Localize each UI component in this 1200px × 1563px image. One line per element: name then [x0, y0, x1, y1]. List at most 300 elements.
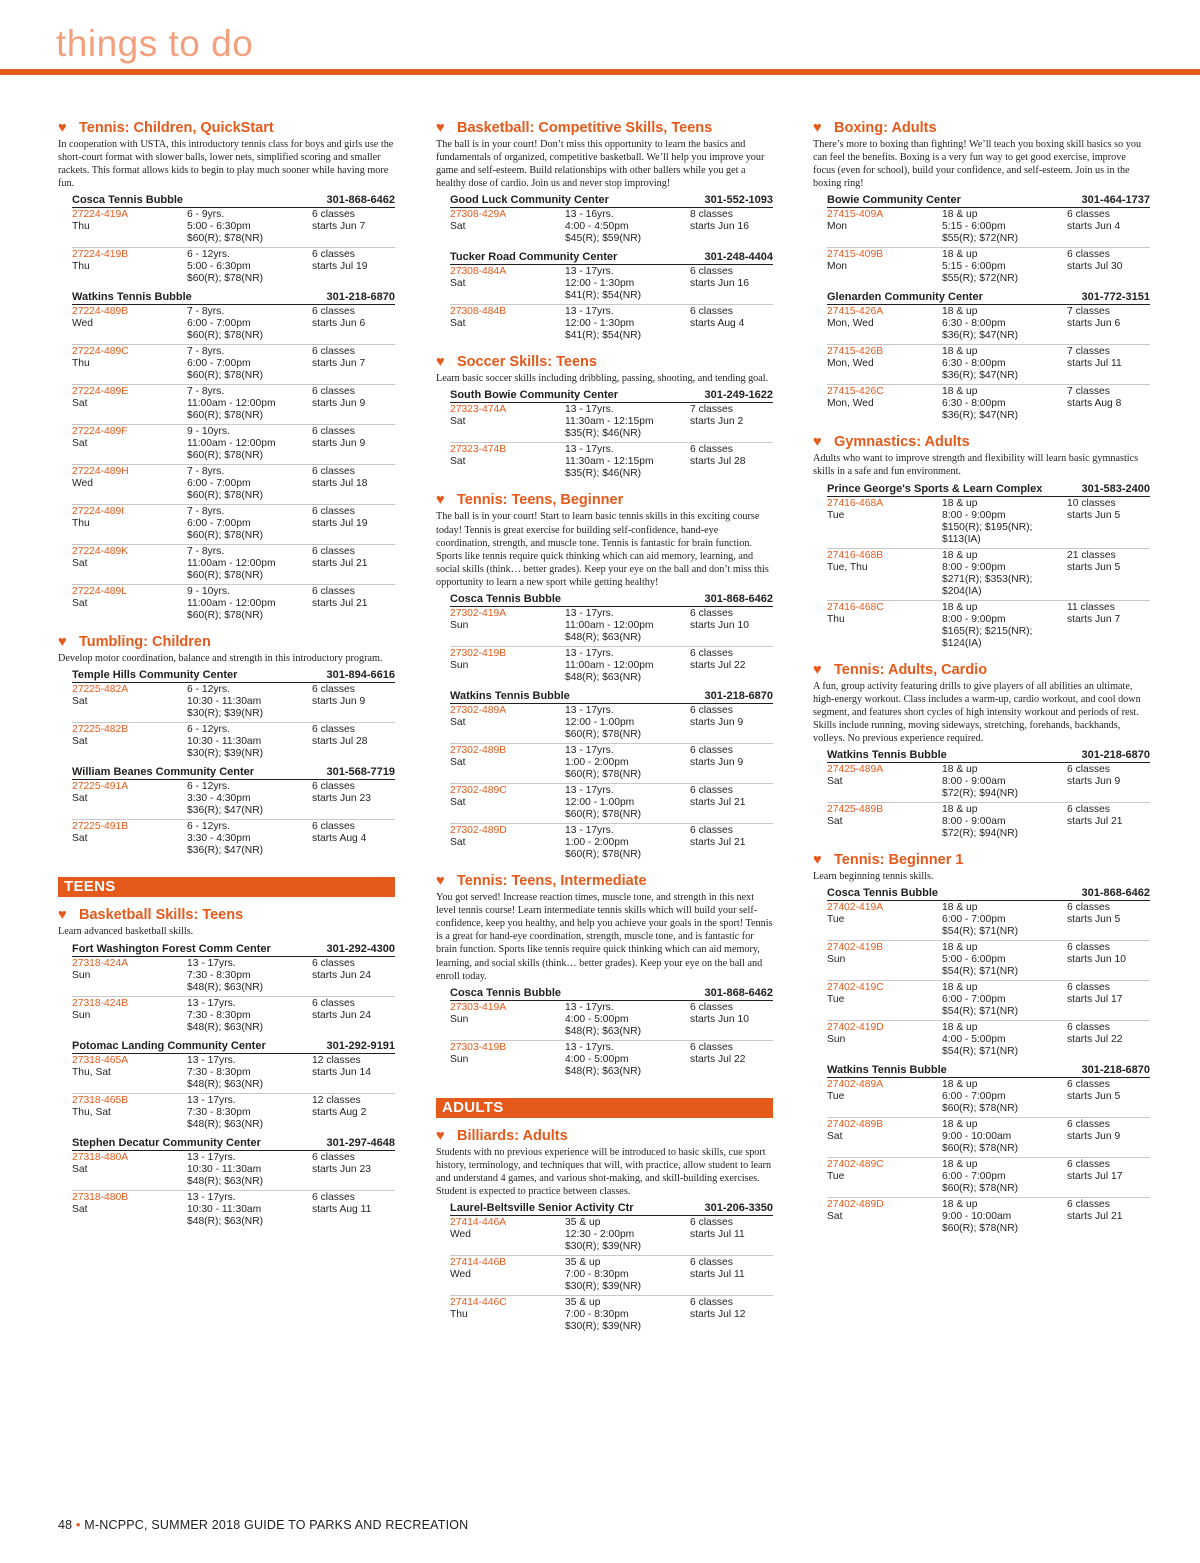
- class-detail-cell: [565, 444, 690, 480]
- class-session-cell: [312, 724, 395, 760]
- class-age: 18 & up: [942, 942, 978, 954]
- header-rule: [0, 69, 1200, 75]
- class-code[interactable]: 27416-468C: [827, 601, 884, 613]
- section-banner: ADULTS: [436, 1098, 773, 1118]
- class-entry: [72, 385, 395, 425]
- class-detail-cell: [942, 982, 1067, 1018]
- class-age: 18 & up: [942, 1079, 978, 1091]
- class-time: 6:00 - 7:00pm: [942, 1171, 1006, 1183]
- class-code-cell: [72, 724, 187, 760]
- class-age: 6 - 9yrs.: [187, 209, 225, 221]
- class-day: Sat: [72, 1163, 88, 1175]
- program-title: Soccer Skills: Teens: [457, 354, 597, 371]
- class-code[interactable]: 27416-468B: [827, 549, 884, 561]
- class-day: Sat: [450, 456, 466, 468]
- class-session-cell: [312, 998, 395, 1034]
- class-time: 8:00 - 9:00pm: [942, 509, 1006, 521]
- class-detail-cell: [565, 648, 690, 684]
- class-day: Sat: [450, 837, 466, 849]
- program-title: Tennis: Beginner 1: [834, 852, 964, 869]
- class-code-cell: [72, 586, 187, 622]
- class-fee: $30(R); $39(NR): [565, 1241, 642, 1253]
- class-entry: [72, 585, 395, 624]
- class-start: starts Jun 9: [312, 438, 366, 450]
- class-code[interactable]: 27302-489A: [450, 705, 507, 717]
- class-day: Tue: [827, 509, 845, 521]
- class-code[interactable]: 27414-446C: [450, 1297, 507, 1309]
- program-description: The ball is in your court! Start to learn basic tennis skills in this exciting course today! Tennis is great exercise for building self-confidence, hand-eye coordination, strength, and muscle tone. Tennis is fantastic for brain function. Sports like tennis require quick thinking which can aid memory, learning, and social skills (think… better grades). Keep your eye on the ball and don’t miss this opportunity to learn a new sport while getting healthy!: [436, 511, 769, 588]
- class-age: 13 - 17yrs.: [187, 1191, 236, 1203]
- class-start: starts Jun 10: [1067, 954, 1126, 966]
- location-name: Bowie Community Center: [827, 194, 961, 207]
- location-header: [827, 190, 1150, 208]
- class-start: starts Jul 17: [1067, 1171, 1123, 1183]
- class-fee: $36(R); $47(NR): [942, 330, 1019, 342]
- class-age: 13 - 17yrs.: [565, 1041, 614, 1053]
- class-detail-cell: [187, 724, 312, 760]
- class-code[interactable]: 27415-426C: [827, 386, 884, 398]
- class-start: starts Jun 6: [312, 318, 366, 330]
- class-code-cell: [72, 546, 187, 582]
- class-code[interactable]: 27318-480A: [72, 1151, 129, 1163]
- class-code-cell: [72, 209, 187, 245]
- class-start: starts Jun 23: [312, 1163, 371, 1175]
- program-title: Billiards: Adults: [457, 1127, 568, 1144]
- class-entry: [450, 1256, 773, 1296]
- class-code[interactable]: 27224-489H: [72, 466, 129, 478]
- class-detail-cell: [187, 346, 312, 382]
- class-code[interactable]: 27225-491A: [72, 781, 129, 793]
- class-code-cell: [72, 466, 187, 502]
- class-code[interactable]: 27414-446A: [450, 1217, 507, 1229]
- location-name: South Bowie Community Center: [450, 389, 619, 402]
- class-code[interactable]: 27323-474A: [450, 404, 507, 416]
- heart-icon: ♥: [436, 492, 445, 509]
- class-code[interactable]: 27318-465B: [72, 1094, 129, 1106]
- class-count: 6 classes: [1067, 942, 1110, 954]
- class-fee: $35(R); $46(NR): [565, 428, 642, 440]
- class-day: Sat: [450, 221, 466, 233]
- class-code[interactable]: 27225-482A: [72, 684, 129, 696]
- class-code[interactable]: 27415-426B: [827, 346, 884, 358]
- class-code-cell: [72, 958, 187, 994]
- class-count: 6 classes: [1067, 249, 1110, 261]
- class-code[interactable]: 27318-424B: [72, 997, 129, 1009]
- class-age: 13 - 17yrs.: [565, 266, 614, 278]
- location-header: [72, 665, 395, 683]
- class-age: 13 - 17yrs.: [187, 1151, 236, 1163]
- class-age: 35 & up: [565, 1217, 601, 1229]
- class-fee: $48(R); $63(NR): [187, 1215, 264, 1227]
- class-session-cell: [312, 781, 395, 817]
- class-entry: [450, 607, 773, 647]
- class-session-cell: [690, 1042, 773, 1078]
- class-code[interactable]: 27318-465A: [72, 1054, 129, 1066]
- class-code[interactable]: 27302-419A: [450, 608, 507, 620]
- class-day: Sat: [450, 717, 466, 729]
- class-detail-cell: [565, 825, 690, 861]
- class-code[interactable]: 27224-419A: [72, 209, 129, 221]
- location-name: Laurel-Beltsville Senior Activity Ctr: [450, 1202, 634, 1215]
- class-list: [813, 901, 1150, 1060]
- class-start: starts Jul 21: [1067, 1211, 1123, 1223]
- class-code[interactable]: 27402-419D: [827, 1022, 884, 1034]
- class-entry: [450, 784, 773, 824]
- class-entry: [72, 1094, 395, 1133]
- class-time: 8:00 - 9:00pm: [942, 561, 1006, 573]
- location-name: Watkins Tennis Bubble: [827, 749, 947, 762]
- class-code[interactable]: 27308-484A: [450, 266, 507, 278]
- class-entry: [72, 997, 395, 1036]
- class-fee: $60(R); $78(NR): [565, 769, 642, 781]
- class-time: 7:00 - 8:30pm: [565, 1309, 629, 1321]
- page-number: 48: [58, 1518, 73, 1532]
- program-section: [813, 120, 1150, 424]
- class-fee: $30(R); $39(NR): [565, 1321, 642, 1333]
- class-entry: [72, 820, 395, 859]
- class-code-cell: [827, 942, 942, 978]
- class-code[interactable]: 27225-482B: [72, 724, 129, 736]
- class-time: 4:00 - 5:00pm: [565, 1013, 629, 1025]
- class-code[interactable]: 27402-419A: [827, 902, 884, 914]
- class-time: 4:00 - 5:00pm: [942, 1034, 1006, 1046]
- class-code[interactable]: 27224-489B: [72, 306, 129, 318]
- class-detail-cell: [565, 745, 690, 781]
- class-code[interactable]: 27318-424A: [72, 957, 129, 969]
- class-code[interactable]: 27224-489I: [72, 506, 125, 518]
- class-age: 18 & up: [942, 249, 978, 261]
- class-day: Sun: [450, 1013, 469, 1025]
- class-age: 7 - 8yrs.: [187, 466, 225, 478]
- class-code-cell: [450, 306, 565, 342]
- class-code[interactable]: 27318-480B: [72, 1191, 129, 1203]
- class-age: 13 - 17yrs.: [187, 957, 236, 969]
- class-detail-cell: [187, 466, 312, 502]
- class-list: [58, 957, 395, 1036]
- class-day: Sun: [72, 1009, 91, 1021]
- class-session-cell: [1067, 209, 1150, 245]
- class-fee: $60(R); $78(NR): [187, 490, 264, 502]
- class-code[interactable]: 27402-419B: [827, 942, 884, 954]
- class-detail-cell: [187, 546, 312, 582]
- location-phone: 301-868-6462: [704, 593, 773, 606]
- class-count: 6 classes: [1067, 1022, 1110, 1034]
- class-start: starts Jul 30: [1067, 261, 1123, 273]
- class-day: Wed: [72, 478, 93, 490]
- class-count: 6 classes: [690, 266, 733, 278]
- class-code[interactable]: 27415-409B: [827, 249, 884, 261]
- class-list: [436, 208, 773, 247]
- program-description: Develop motor coordination, balance and strength in this introductory program.: [58, 653, 383, 665]
- class-code-cell: [827, 1079, 942, 1115]
- class-start: starts Jun 4: [1067, 221, 1121, 233]
- class-age: 18 & up: [942, 982, 978, 994]
- class-count: 6 classes: [690, 444, 733, 456]
- program-heading: [436, 120, 773, 137]
- location-phone: 301-552-1093: [704, 194, 773, 207]
- class-day: Sat: [72, 558, 88, 570]
- class-session-cell: [690, 825, 773, 861]
- class-start: starts Aug 4: [312, 833, 367, 845]
- class-code[interactable]: 27323-474B: [450, 444, 507, 456]
- program-description: Learn basic soccer skills including dribbling, passing, shooting, and tending goal.: [436, 373, 769, 385]
- class-age: 18 & up: [942, 549, 978, 561]
- program-description: Learn advanced basketball skills.: [58, 926, 194, 938]
- class-age: 13 - 17yrs.: [565, 1001, 614, 1013]
- class-age: 13 - 17yrs.: [565, 608, 614, 620]
- program-section: [58, 120, 395, 624]
- class-code[interactable]: 27308-429A: [450, 209, 507, 221]
- class-count: 6 classes: [1067, 1199, 1110, 1211]
- class-code-cell: [72, 306, 187, 342]
- class-entry: [450, 824, 773, 863]
- class-age: 6 - 12yrs.: [187, 821, 230, 833]
- class-code[interactable]: 27425-489A: [827, 764, 884, 776]
- location-header: [72, 287, 395, 305]
- class-fee: $36(R); $47(NR): [942, 370, 1019, 382]
- class-session-cell: [690, 1257, 773, 1293]
- class-day: Wed: [72, 318, 93, 330]
- class-count: 6 classes: [312, 586, 355, 598]
- class-fee: $41(R); $54(NR): [565, 330, 642, 342]
- class-time: 5:00 - 6:30pm: [187, 221, 251, 233]
- class-age: 6 - 12yrs.: [187, 684, 230, 696]
- class-code[interactable]: 27224-489K: [72, 546, 129, 558]
- class-day: Mon, Wed: [827, 318, 874, 330]
- class-list: [436, 1216, 773, 1335]
- class-session-cell: [312, 306, 395, 342]
- class-session-cell: [690, 608, 773, 644]
- class-entry: [72, 1191, 395, 1230]
- class-detail-cell: [565, 1002, 690, 1038]
- class-count: 21 classes: [1067, 549, 1116, 561]
- location-header: [450, 1198, 773, 1216]
- class-count: 6 classes: [690, 825, 733, 837]
- class-start: starts Aug 8: [1067, 398, 1122, 410]
- class-session-cell: [312, 506, 395, 542]
- class-time: 6:00 - 7:00pm: [942, 994, 1006, 1006]
- program-title: Tennis: Adults, Cardio: [834, 661, 988, 678]
- class-start: starts Jul 21: [1067, 816, 1123, 828]
- location-name: Tucker Road Community Center: [450, 251, 618, 264]
- location-header: [72, 1036, 395, 1054]
- class-session-cell: [1067, 498, 1150, 546]
- class-count: 12 classes: [312, 1094, 361, 1106]
- class-code[interactable]: 27224-489F: [72, 426, 128, 438]
- class-count: 6 classes: [1067, 1079, 1110, 1091]
- class-fee: $55(R); $72(NR): [942, 233, 1019, 245]
- class-time: 6:00 - 7:00pm: [187, 318, 251, 330]
- heart-icon: ♥: [436, 873, 445, 890]
- class-code-cell: [72, 426, 187, 462]
- class-code-cell: [827, 306, 942, 342]
- location-name: Cosca Tennis Bubble: [450, 986, 562, 999]
- class-code[interactable]: 27402-489A: [827, 1079, 884, 1091]
- class-time: 10:30 - 11:30am: [187, 1163, 262, 1175]
- class-code[interactable]: 27425-489B: [827, 804, 884, 816]
- class-age: 18 & up: [942, 764, 978, 776]
- location-name: Stephen Decatur Community Center: [72, 1136, 261, 1149]
- class-detail-cell: [942, 346, 1067, 382]
- class-detail-cell: [187, 386, 312, 422]
- location-name: Cosca Tennis Bubble: [450, 593, 562, 606]
- class-day: Sat: [450, 757, 466, 769]
- class-code[interactable]: 27224-489L: [72, 586, 127, 598]
- class-code-cell: [450, 705, 565, 741]
- class-count: 6 classes: [1067, 804, 1110, 816]
- class-fee: $165(R); $215(NR); $124(IA): [942, 625, 1033, 649]
- class-time: 6:00 - 7:00pm: [942, 1091, 1006, 1103]
- class-entry: [72, 723, 395, 762]
- heart-icon: ♥: [436, 354, 445, 371]
- program-heading: [436, 492, 773, 509]
- class-time: 12:00 - 1:30pm: [565, 278, 635, 290]
- class-fee: $54(R); $71(NR): [942, 926, 1019, 938]
- class-code[interactable]: 27308-484B: [450, 306, 507, 318]
- class-code[interactable]: 27225-491B: [72, 821, 129, 833]
- class-start: starts Jul 28: [690, 456, 746, 468]
- class-age: 7 - 8yrs.: [187, 306, 225, 318]
- class-entry: [72, 465, 395, 505]
- class-count: 6 classes: [690, 1257, 733, 1269]
- class-age: 18 & up: [942, 306, 978, 318]
- class-code[interactable]: 27224-489E: [72, 386, 129, 398]
- location-name: Temple Hills Community Center: [72, 669, 238, 682]
- class-day: Thu: [72, 358, 90, 370]
- class-code-cell: [72, 249, 187, 285]
- program-section: [436, 354, 773, 482]
- class-code[interactable]: 27302-489B: [450, 745, 507, 757]
- class-code[interactable]: 27402-489B: [827, 1119, 884, 1131]
- heart-icon: ♥: [58, 120, 67, 136]
- class-age: 18 & up: [942, 1159, 978, 1171]
- class-day: Tue: [827, 1171, 845, 1183]
- class-session-cell: [690, 209, 773, 245]
- class-start: starts Jul 22: [690, 1053, 746, 1065]
- program-description: There’s more to boxing than fighting! We’ll teach you boxing skill basics so you can feel the benefits. Boxing is a very fun way to get good exercise, improve focus (even for school), build your confidence, and self-esteem. Join us in the boxing ring!: [813, 139, 1142, 190]
- class-time: 12:00 - 1:00pm: [565, 717, 635, 729]
- class-session-cell: [312, 821, 395, 857]
- program-heading: [813, 852, 1150, 869]
- class-start: starts Aug 4: [690, 318, 745, 330]
- class-day: Mon: [827, 261, 848, 273]
- class-count: 6 classes: [312, 724, 355, 736]
- class-code-cell: [72, 1192, 187, 1228]
- class-start: starts Jul 22: [690, 660, 746, 672]
- location-name: Cosca Tennis Bubble: [827, 887, 939, 900]
- class-start: starts Jul 21: [690, 797, 746, 809]
- class-detail-cell: [565, 306, 690, 342]
- class-list: [58, 305, 395, 624]
- class-session-cell: [1067, 1119, 1150, 1155]
- class-list: [436, 265, 773, 344]
- class-time: 1:00 - 2:00pm: [565, 837, 629, 849]
- class-code[interactable]: 27402-489D: [827, 1199, 884, 1211]
- page-header-title: things to do: [56, 23, 254, 64]
- class-time: 5:00 - 6:00pm: [942, 954, 1006, 966]
- location-header: [827, 1060, 1150, 1078]
- class-count: 6 classes: [690, 648, 733, 660]
- class-fee: $45(R); $59(NR): [565, 233, 642, 245]
- class-session-cell: [312, 426, 395, 462]
- class-code[interactable]: 27402-489C: [827, 1159, 884, 1171]
- class-fee: $72(R); $94(NR): [942, 788, 1019, 800]
- class-fee: $30(R); $39(NR): [187, 708, 264, 720]
- class-time: 6:00 - 7:00pm: [942, 914, 1006, 926]
- class-start: starts Jul 18: [312, 478, 368, 490]
- class-entry: [72, 545, 395, 585]
- class-code-cell: [72, 506, 187, 542]
- class-entry: [450, 265, 773, 305]
- class-detail-cell: [187, 426, 312, 462]
- class-session-cell: [1067, 550, 1150, 598]
- class-code[interactable]: 27224-419B: [72, 249, 129, 261]
- class-time: 8:00 - 9:00am: [942, 816, 1006, 828]
- class-code[interactable]: 27302-489D: [450, 825, 507, 837]
- class-session-cell: [1067, 386, 1150, 422]
- class-start: starts Jun 16: [690, 221, 749, 233]
- class-code[interactable]: 27415-409A: [827, 209, 884, 221]
- class-code[interactable]: 27415-426A: [827, 306, 884, 318]
- class-code[interactable]: 27303-419B: [450, 1041, 507, 1053]
- class-count: 12 classes: [312, 1054, 361, 1066]
- class-day: Sat: [72, 1203, 88, 1215]
- class-entry: [827, 1021, 1150, 1060]
- heart-icon: ♥: [813, 852, 822, 869]
- class-day: Tue: [827, 1091, 845, 1103]
- class-detail-cell: [942, 902, 1067, 938]
- class-session-cell: [1067, 1159, 1150, 1195]
- class-code[interactable]: 27302-489C: [450, 785, 507, 797]
- class-detail-cell: [187, 249, 312, 285]
- class-start: starts Jun 5: [1067, 561, 1121, 573]
- class-day: Sat: [450, 797, 466, 809]
- class-code[interactable]: 27302-419B: [450, 648, 507, 660]
- class-detail-cell: [942, 498, 1067, 546]
- class-time: 9:00 - 10:00am: [942, 1131, 1012, 1143]
- class-entry: [827, 248, 1150, 287]
- class-code[interactable]: 27416-468A: [827, 497, 884, 509]
- class-day: Thu: [827, 613, 845, 625]
- class-code[interactable]: 27303-419A: [450, 1001, 507, 1013]
- class-code[interactable]: 27224-489C: [72, 346, 129, 358]
- class-count: 7 classes: [690, 404, 733, 416]
- location-phone: 301-868-6462: [1081, 887, 1150, 900]
- class-code[interactable]: 27402-419C: [827, 982, 884, 994]
- class-session-cell: [690, 1217, 773, 1253]
- class-code-cell: [450, 1217, 565, 1253]
- class-entry: [450, 1216, 773, 1256]
- class-day: Mon, Wed: [827, 358, 874, 370]
- class-detail-cell: [187, 1192, 312, 1228]
- class-list: [58, 1054, 395, 1133]
- class-count: 6 classes: [312, 346, 355, 358]
- class-session-cell: [312, 466, 395, 502]
- class-code[interactable]: 27414-446B: [450, 1257, 507, 1269]
- location-header: [72, 1133, 395, 1151]
- class-fee: $48(R); $63(NR): [565, 1065, 642, 1077]
- class-time: 11:00am - 12:00pm: [187, 398, 276, 410]
- class-fee: $36(R); $47(NR): [942, 410, 1019, 422]
- location-phone: 301-772-3151: [1081, 291, 1150, 304]
- class-start: starts Jul 21: [312, 598, 368, 610]
- class-age: 18 & up: [942, 1199, 978, 1211]
- class-time: 4:00 - 4:50pm: [565, 221, 629, 233]
- class-time: 12:30 - 2:00pm: [565, 1229, 635, 1241]
- class-entry: [450, 1041, 773, 1080]
- program-title: Tennis: Children, QuickStart: [79, 120, 274, 136]
- class-detail-cell: [565, 209, 690, 245]
